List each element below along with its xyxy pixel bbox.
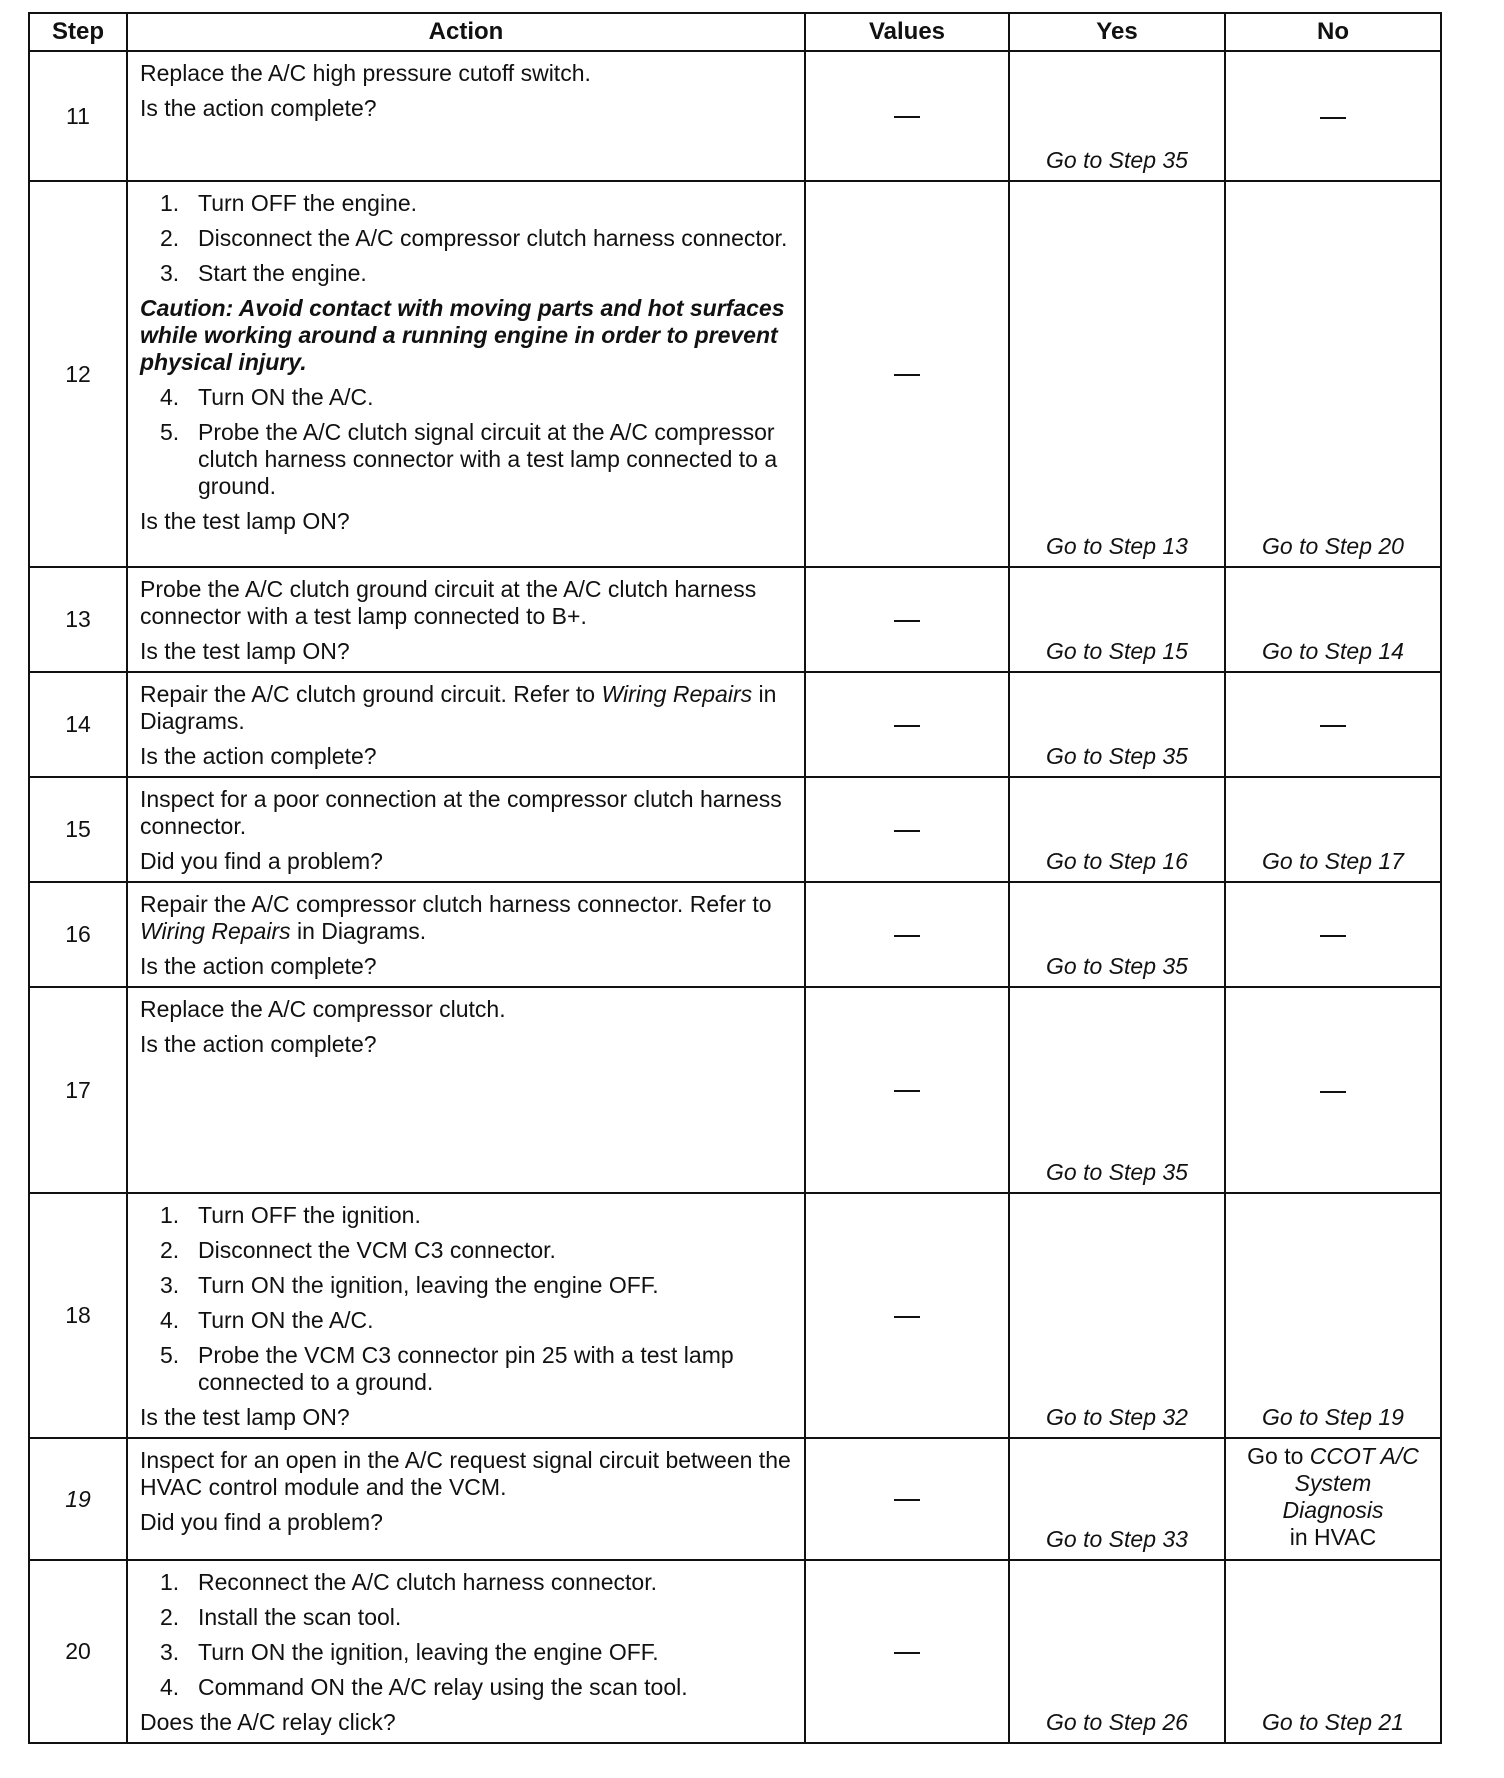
- no-cell: [1225, 51, 1441, 181]
- step-number: 12: [29, 181, 127, 567]
- no-cell: [1225, 987, 1441, 1193]
- action-cell: [127, 777, 805, 882]
- list-text: Turn ON the A/C.: [198, 384, 374, 410]
- header-row: [29, 13, 1441, 51]
- action-cell: [127, 672, 805, 777]
- dash-mark: [894, 1090, 920, 1092]
- values-cell: [805, 672, 1009, 777]
- list-text: Turn ON the A/C.: [198, 1307, 374, 1333]
- list-number: 5.: [160, 1342, 180, 1368]
- table-row: [29, 51, 1441, 181]
- step-number: 17: [29, 987, 127, 1193]
- header-yes: Yes: [1009, 13, 1225, 51]
- values-cell: [805, 567, 1009, 672]
- list-item: [160, 190, 794, 217]
- dash-mark: [1320, 117, 1346, 119]
- list-number: 3.: [160, 260, 180, 286]
- list-number: 1.: [160, 1569, 180, 1595]
- step-number: 18: [29, 1193, 127, 1438]
- values-cell: [805, 1438, 1009, 1560]
- action-question: Did you find a problem?: [140, 848, 383, 874]
- list-text: Turn OFF the ignition.: [198, 1202, 421, 1228]
- dash-mark: [894, 1499, 920, 1501]
- list-item: [160, 1674, 794, 1701]
- header-action: Action: [127, 13, 805, 51]
- table-row: [29, 567, 1441, 672]
- action-text: Probe the A/C clutch ground circuit at the A/C clutch harness connector with a test lamp connected to B+.: [140, 576, 757, 629]
- list-number: 1.: [160, 1202, 180, 1228]
- table-row: [29, 672, 1441, 777]
- no-cell: [1225, 882, 1441, 987]
- list-text: Probe the VCM C3 connector pin 25 with a test lamp connected to a ground.: [198, 1342, 734, 1395]
- no-cell: Go to Step 14: [1225, 567, 1441, 672]
- yes-cell: Go to Step 35: [1009, 672, 1225, 777]
- action-question: Is the test lamp ON?: [140, 508, 350, 534]
- list-item: [160, 1604, 794, 1631]
- header-values: Values: [805, 13, 1009, 51]
- yes-cell: Go to Step 15: [1009, 567, 1225, 672]
- list-item: [160, 1202, 794, 1229]
- yes-cell: Go to Step 32: [1009, 1193, 1225, 1438]
- action-text: Inspect for a poor connection at the compressor clutch harness connector.: [140, 786, 782, 839]
- no-cell: Go to Step 20: [1225, 181, 1441, 567]
- values-cell: [805, 882, 1009, 987]
- no-cell: Go to Step 19: [1225, 1193, 1441, 1438]
- dash-mark: [894, 116, 920, 118]
- action-question: Is the action complete?: [140, 95, 377, 121]
- yes-cell: Go to Step 33: [1009, 1438, 1225, 1560]
- no-text-part: in HVAC: [1289, 1524, 1377, 1550]
- list-number: 4.: [160, 384, 180, 410]
- action-cell: [127, 1193, 805, 1438]
- action-question: Is the action complete?: [140, 953, 377, 979]
- step-number: 20: [29, 1560, 127, 1743]
- diagnostic-table-sheet: [28, 12, 1440, 1744]
- list-text: Probe the A/C clutch signal circuit at the A/C compressor clutch harness connector with a test lamp connected to a ground.: [198, 419, 778, 499]
- yes-cell: Go to Step 16: [1009, 777, 1225, 882]
- list-item: [160, 1639, 794, 1666]
- no-cell: Go to Step 21: [1225, 1560, 1441, 1743]
- reference-link-text: CCOT A/C: [1309, 1443, 1419, 1469]
- list-text: Disconnect the VCM C3 connector.: [198, 1237, 556, 1263]
- list-item: [160, 1569, 794, 1596]
- action-question: Is the action complete?: [140, 743, 377, 769]
- values-cell: [805, 1560, 1009, 1743]
- caution-note: Caution: Avoid contact with moving parts and hot surfaces while working around a running engine in order to prevent physical injury.: [140, 295, 785, 375]
- reference-link-text: Diagnosis: [1282, 1497, 1384, 1523]
- yes-cell: Go to Step 26: [1009, 1560, 1225, 1743]
- values-cell: [805, 987, 1009, 1193]
- step-number: 16: [29, 882, 127, 987]
- dash-mark: [894, 935, 920, 937]
- list-item: [160, 1237, 794, 1264]
- values-cell: [805, 181, 1009, 567]
- list-text: Disconnect the A/C compressor clutch harness connector.: [198, 225, 788, 251]
- step-number: 15: [29, 777, 127, 882]
- header-no: No: [1225, 13, 1441, 51]
- action-cell: [127, 1438, 805, 1560]
- list-number: 3.: [160, 1639, 180, 1665]
- yes-cell: Go to Step 13: [1009, 181, 1225, 567]
- table-row: [29, 181, 1441, 567]
- list-item: [160, 225, 794, 252]
- action-text: [140, 681, 794, 735]
- yes-cell: Go to Step 35: [1009, 987, 1225, 1193]
- list-number: 3.: [160, 1272, 180, 1298]
- action-cell: [127, 987, 805, 1193]
- step-number: 11: [29, 51, 127, 181]
- list-item: [160, 1272, 794, 1299]
- no-cell: [1225, 672, 1441, 777]
- values-cell: [805, 1193, 1009, 1438]
- table-row: [29, 1438, 1441, 1560]
- action-cell: [127, 567, 805, 672]
- action-question: Did you find a problem?: [140, 1509, 383, 1535]
- list-item: [160, 260, 794, 287]
- action-cell: [127, 1560, 805, 1743]
- table-row: [29, 1560, 1441, 1743]
- action-text-part: in Diagrams.: [290, 918, 427, 944]
- action-cell: [127, 181, 805, 567]
- action-text-part: Repair the A/C compressor clutch harness connector. Refer to: [140, 891, 772, 917]
- list-item: [160, 1342, 794, 1396]
- action-cell: [127, 882, 805, 987]
- action-question: Does the A/C relay click?: [140, 1709, 396, 1735]
- list-number: 4.: [160, 1674, 180, 1700]
- table-row: [29, 777, 1441, 882]
- list-number: 4.: [160, 1307, 180, 1333]
- diagnostic-table: [28, 12, 1442, 1744]
- action-text: Replace the A/C high pressure cutoff switch.: [140, 60, 591, 86]
- list-text: Turn ON the ignition, leaving the engine OFF.: [198, 1639, 659, 1665]
- list-item: [160, 1307, 794, 1334]
- list-text: Command ON the A/C relay using the scan tool.: [198, 1674, 688, 1700]
- dash-mark: [1320, 935, 1346, 937]
- action-question: Is the action complete?: [140, 1031, 377, 1057]
- yes-cell: Go to Step 35: [1009, 882, 1225, 987]
- dash-mark: [894, 725, 920, 727]
- reference-link-text: Wiring Repairs: [140, 918, 291, 944]
- reference-link-text: Wiring Repairs: [601, 681, 753, 707]
- values-cell: [805, 51, 1009, 181]
- no-text-part: Go to: [1247, 1443, 1310, 1469]
- list-item: [160, 419, 794, 500]
- step-number: 19: [29, 1438, 127, 1560]
- table-row: [29, 882, 1441, 987]
- action-text: Inspect for an open in the A/C request signal circuit between the HVAC control module and the VCM.: [140, 1447, 791, 1500]
- dash-mark: [894, 620, 920, 622]
- list-number: 2.: [160, 1604, 180, 1630]
- action-text-part: Repair the A/C clutch ground circuit. Refer to: [140, 681, 602, 707]
- list-text: Start the engine.: [198, 260, 367, 286]
- action-text: Replace the A/C compressor clutch.: [140, 996, 506, 1022]
- dash-mark: [894, 830, 920, 832]
- yes-cell: Go to Step 35: [1009, 51, 1225, 181]
- action-question: Is the test lamp ON?: [140, 1404, 350, 1430]
- table-row: [29, 987, 1441, 1193]
- dash-mark: [1320, 725, 1346, 727]
- list-text: Reconnect the A/C clutch harness connector.: [198, 1569, 657, 1595]
- dash-mark: [894, 374, 920, 376]
- values-cell: [805, 777, 1009, 882]
- dash-mark: [1320, 1091, 1346, 1093]
- reference-link-text: System: [1294, 1470, 1372, 1496]
- no-cell: Go to Step 17: [1225, 777, 1441, 882]
- list-number: 2.: [160, 225, 180, 251]
- action-cell: [127, 51, 805, 181]
- list-number: 5.: [160, 419, 180, 445]
- no-cell: [1225, 1438, 1441, 1560]
- table-row: [29, 1193, 1441, 1438]
- step-number: 13: [29, 567, 127, 672]
- action-text-part: in Diagrams.: [140, 681, 777, 734]
- list-text: Turn OFF the engine.: [198, 190, 418, 216]
- dash-mark: [894, 1316, 920, 1318]
- action-question: Is the test lamp ON?: [140, 638, 350, 664]
- list-number: 1.: [160, 190, 180, 216]
- action-text: [140, 891, 794, 945]
- list-number: 2.: [160, 1237, 180, 1263]
- step-number: 14: [29, 672, 127, 777]
- dash-mark: [894, 1652, 920, 1654]
- list-item: [160, 384, 794, 411]
- list-text: Install the scan tool.: [198, 1604, 402, 1630]
- header-step: Step: [29, 13, 127, 51]
- list-text: Turn ON the ignition, leaving the engine OFF.: [198, 1272, 659, 1298]
